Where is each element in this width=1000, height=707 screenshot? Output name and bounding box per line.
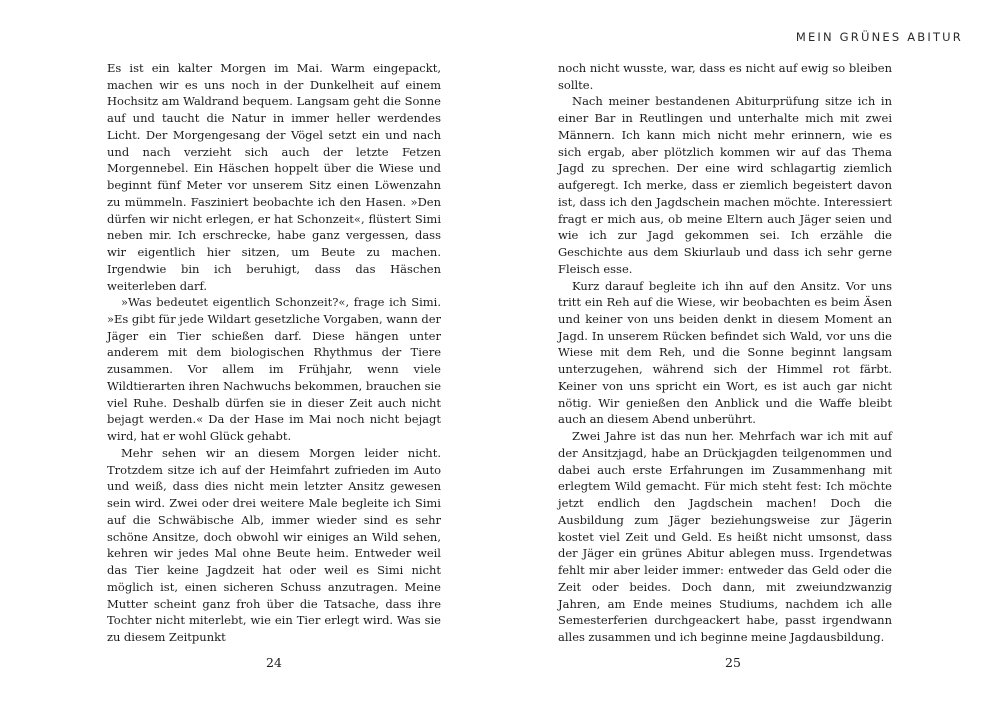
running-header: MEIN GRÜNES ABITUR xyxy=(795,30,963,44)
paragraph: Nach meiner bestandenen Abiturprüfung sitze ich in einer Bar in Reutlingen und unterhalte mich mit zwei Männern. Ich kann mich nicht mehr erinnern, wie es sich ergab, aber plötzlich kommen wir auf das Thema Jagd zu sprechen. Der eine wird schlagartig ziemlich aufgeregt. Ich merke, dass er ziemlich begeistert davon ist, dass ich den Jagdschein machen möchte. Interessiert fragt er mich aus, ob meine Eltern auch Jäger seien und wie ich zur Jagd gekommen sei. Ich erzähle die Geschichte aus dem Skiurlaub und dass ich sehr gerne Fleisch esse. xyxy=(558,94,892,276)
paragraph: Es ist ein kalter Morgen im Mai. Warm eingepackt, machen wir es uns noch in der Dunkelheit auf einem Hochsitz am Waldrand bequem. Langsam geht die Sonne auf und taucht die Natur in immer heller werdendes Licht. Der Morgengesang der Vögel setzt ein und nach und nach verzieht sich auch der letzte Fetzen Morgennebel. Ein Häschen hoppelt über die Wiese und beginnt fünf Meter vor unserem Sitz einen Löwenzahn zu mümmeln. Fasziniert beobachte ich den Hasen. »Den dürfen wir nicht erlegen, er hat Schonzeit«, flüstert Simi neben mir. Ich erschrecke, habe ganz vergessen, dass wir eigentlich hier sitzen, um Beute zu machen. Irgendwie bin ich beruhigt, dass das Häschen weiterleben darf. xyxy=(107,61,441,293)
paragraph: Kurz darauf begleite ich ihn auf den Ansitz. Vor uns tritt ein Reh auf die Wiese, wir beobachten es beim Äsen und keiner von uns beiden denkt in diesem Moment an Jagd. In unserem Rücken befindet sich Wald, vor uns die Wiese mit dem Reh, und die Sonne beginnt langsam unterzugehen, während sich der Himmel rot färbt. Keiner von uns spricht ein Wort, es ist auch gar nicht nötig. Wir genießen den Anblick und die Waffe bleibt auch an diesem Abend unberührt. xyxy=(558,278,892,427)
left-page xyxy=(107,60,441,646)
page-number-left: 24 xyxy=(266,655,282,670)
paragraph: Zwei Jahre ist das nun her. Mehrfach war ich mit auf der Ansitzjagd, habe an Drückjagden teilgenommen und dabei auch erste Erfahrungen im Zusammenhang mit erlegtem Wild gemacht. Für mich steht fest: Ich möchte jetzt endlich den Jagdschein machen! Doch die Ausbildung zum Jäger beziehungsweise zur Jägerin kostet viel Zeit und Geld. Es heißt nicht umsonst, dass der Jäger ein grünes Abitur ablegen muss. Irgendetwas fehlt mir aber leider immer: entweder das Geld oder die Zeit oder beides. Doch dann, mit zweiundzwanzig Jahren, am Ende meines Studiums, nachdem ich alle Semesterferien durchgeackert habe, passt irgendwann alles zusammen und ich beginne meine Jagdausbildung. xyxy=(558,429,892,644)
right-page xyxy=(558,60,892,646)
paragraph: Mehr sehen wir an diesem Morgen leider nicht. Trotzdem sitze ich auf der Heimfahrt zufrieden im Auto und weiß, dass dies nicht mein letzter Ansitz gewesen sein wird. Zwei oder drei weitere Male begleite ich Simi auf die Schwäbische Alb, immer wieder sind es sehr schöne Ansitze, doch obwohl wir einiges an Wild sehen, kehren wir jedes Mal ohne Beute heim. Entweder weil das Tier keine Jagdzeit hat oder weil es Simi nicht möglich ist, einen sicheren Schuss anzutragen. Meine Mutter scheint ganz froh über die Tatsache, dass ihre Tochter nicht miterlebt, wie ein Tier erlegt wird. Was sie zu diesem Zeitpunkt xyxy=(107,445,441,644)
paragraph: noch nicht wusste, war, dass es nicht auf ewig so bleiben sollte. xyxy=(558,61,892,92)
page-number-right: 25 xyxy=(725,655,741,670)
paragraph: »Was bedeutet eigentlich Schonzeit?«, frage ich Simi. »Es gibt für jede Wildart gesetzliche Vorgaben, wann der Jäger ein Tier schießen darf. Diese hängen unter anderem mit dem biologischen Rhythmus der Tiere zusammen. Vor allem im Frühjahr, wenn viele Wildtierarten ihren Nachwuchs bekommen, brauchen sie viel Ruhe. Deshalb dürfen sie in dieser Zeit auch nicht bejagt werden.« Da der Hase im Mai noch nicht bejagt wird, hat er wohl Glück gehabt. xyxy=(107,295,441,444)
